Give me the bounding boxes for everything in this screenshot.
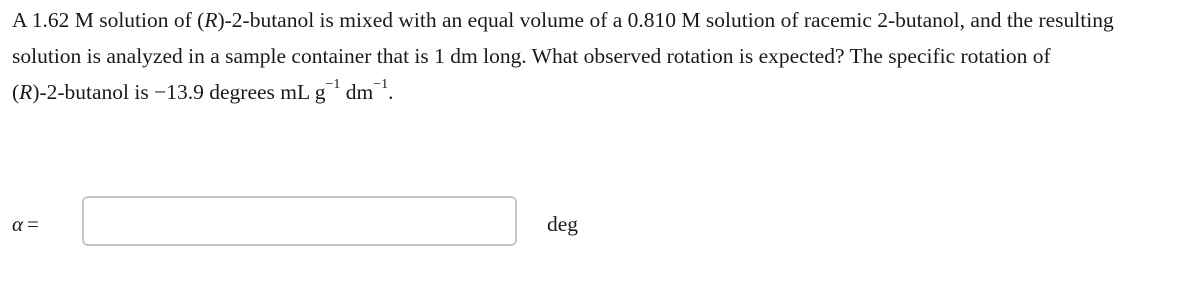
stereo-descriptor-r: R [19, 80, 33, 104]
question-text [12, 2, 1196, 110]
unit-label: deg [547, 212, 579, 236]
question-text-segment: . [388, 80, 394, 104]
question-text-segment: dm [340, 80, 374, 104]
exponent: −1 [373, 76, 389, 92]
alpha-label [12, 212, 39, 236]
exponent: −1 [325, 76, 341, 92]
question-line-3 [12, 74, 1196, 110]
question-text-segment: )-2-butanol is mixed with an equal volume of a 0.810 M solution of racemic 2-butanol, and the resulting [217, 8, 1114, 32]
equals-sign: = [27, 212, 39, 236]
question-line-1 [12, 2, 1196, 38]
answer-row [0, 196, 1200, 248]
question-text-segment: )-2-butanol is −13.9 degrees mL g [32, 80, 326, 104]
alpha-symbol: α [12, 212, 24, 236]
stereo-descriptor-r: R [204, 8, 218, 32]
answer-input[interactable] [82, 196, 517, 246]
question-text-segment: ( [12, 80, 20, 104]
question-line-2: solution is analyzed in a sample container that is 1 dm long. What observed rotation is expected? The specific rotation of [12, 44, 1051, 68]
question-text-segment: A 1.62 M solution of ( [12, 8, 205, 32]
